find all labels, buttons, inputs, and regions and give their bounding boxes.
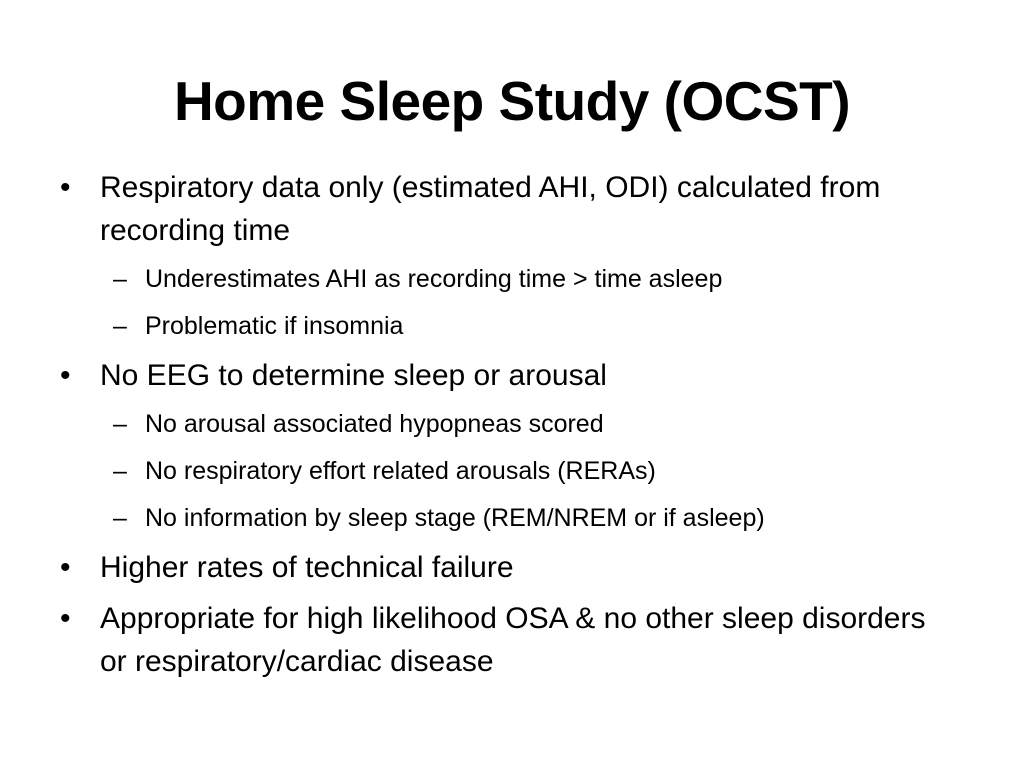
sub-bullet-text: Problematic if insomnia [145, 312, 404, 340]
bullet-item [0, 354, 1024, 397]
bullet-item [0, 546, 1024, 589]
bullet-list [0, 166, 1024, 691]
bullet-item [0, 166, 1024, 252]
sub-bullet-marker: – [113, 457, 127, 485]
bullet-item [0, 597, 1024, 683]
sub-bullet-text: No arousal associated hypopneas scored [145, 410, 604, 438]
sub-bullet-item [0, 499, 1024, 537]
bullet-marker: • [60, 551, 71, 584]
sub-bullet-item [0, 260, 1024, 298]
sub-bullet-marker: – [113, 312, 127, 340]
bullet-marker: • [60, 359, 71, 392]
slide-title: Home Sleep Study (OCST) [173, 70, 851, 132]
sub-bullet-marker: – [113, 265, 127, 293]
sub-bullet-text: No respiratory effort related arousals (RERAs) [145, 457, 656, 485]
sub-bullet-text: Underestimates AHI as recording time > time asleep [145, 265, 723, 293]
sub-bullet-marker: – [113, 504, 127, 532]
sub-bullet-item [0, 307, 1024, 345]
sub-bullet-item [0, 452, 1024, 490]
bullet-text: No EEG to determine sleep or arousal [100, 359, 607, 392]
bullet-marker: • [60, 171, 71, 204]
bullet-text: Appropriate for high likelihood OSA & no other sleep disorders or respiratory/cardiac disease [100, 602, 926, 678]
bullet-marker: • [60, 602, 71, 635]
sub-bullet-marker: – [113, 410, 127, 438]
sub-bullet-item [0, 405, 1024, 443]
bullet-text: Respiratory data only (estimated AHI, ODI) calculated from recording time [100, 171, 881, 247]
bullet-text: Higher rates of technical failure [100, 551, 514, 584]
sub-bullet-text: No information by sleep stage (REM/NREM or if asleep) [145, 504, 765, 532]
